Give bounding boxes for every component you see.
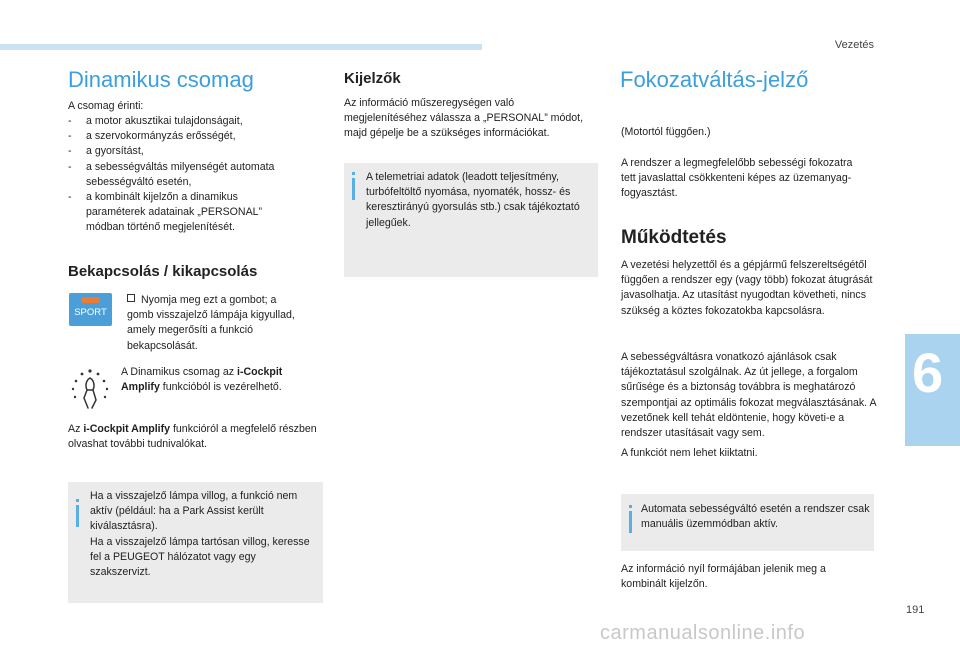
more-info-text: [68, 422, 318, 452]
subtitle-mukodtetes: Működtetés: [621, 227, 727, 248]
cockpit-text: [121, 365, 311, 395]
top-accent-bar: [0, 44, 482, 50]
watermark: carmanualsonline.info: [600, 622, 806, 644]
subtitle-bekapcsolas: Bekapcsolás / kikapcsolás: [68, 263, 258, 280]
col1-intro: A csomag érinti:: [68, 100, 144, 112]
cockpit-text-post: funkcióból is vezérelhető.: [159, 381, 282, 394]
checkbox-bullet-icon: [127, 294, 135, 302]
col3-intro: A rendszer a legmegfelelőbb sebességi fokozatra tett javaslattal csökkenteni képes az üzemanyag-fogyasztást.: [621, 157, 853, 200]
info-text: Ha a visszajelző lámpa villog, a funkció nem aktív (például: ha a Park Assist került kiválasztásra).: [90, 490, 298, 533]
more-info-bold: i-Cockpit Amplify: [83, 423, 171, 435]
affected-list: [68, 114, 290, 236]
info-icon: [76, 505, 79, 527]
info-box-automatic: [621, 494, 874, 551]
col3-note: (Motortól függően.): [621, 126, 711, 138]
title-kijelzok: Kijelzők: [344, 70, 401, 87]
indicator-lamp-icon: [81, 297, 100, 303]
list-item: - a sebességváltás milyenségét automata sebességváltó esetén,: [68, 160, 290, 190]
sport-button-label: SPORT: [74, 307, 107, 318]
list-item: - a motor akusztikai tulajdonságait,: [68, 114, 290, 129]
info-text: A telemetriai adatok (leadott teljesítmény, turbófeltöltő nyomása, nyomaték, hossz- és keresztirányú gyorsulás stb.) csak tájékoztató jellegűek.: [366, 171, 580, 229]
more-info-post: funkcióról a megfelelő részben olvashat további tudnivalókat.: [68, 423, 317, 451]
list-item: - a gyorsítást,: [68, 144, 290, 159]
list-item: - a kombinált kijelzőn a dinamikus paraméterek adatainak „PERSONAL” módban történő megjelenítését.: [68, 190, 290, 236]
body-paragraph: A vezetési helyzettől és a gépjármű felszereltségétől függően a rendszer egy (vagy több) fokozat átugrását javasolhatja. Az utasítást nyugodtan követheti, nincs szükség a köztes fokozatokba kapcsolásra.: [621, 259, 873, 317]
info-icon: [629, 511, 632, 533]
kijelzok-text: Az információ műszeregységen való megjelenítéséhez válassza a „PERSONAL” módot, majd gépelje be a szükséges információkat.: [344, 97, 584, 140]
more-info-pre: Az: [68, 423, 84, 435]
info-icon: [352, 178, 355, 200]
info-text: Ha a visszajelző lámpa tartósan villog, keresse fel a PEUGEOT hálózatot vagy egy szakszervizt.: [90, 536, 310, 579]
title-dinamikus-csomag: Dinamikus csomag: [68, 67, 254, 92]
section-title: Vezetés: [834, 39, 874, 51]
page-number: 191: [906, 604, 925, 616]
body-paragraph: A sebességváltásra vonatkozó ajánlások csak tájékoztatásul szolgálnak. Az út jellege, a forgalom sűrűsége és a biztonság továbbra is meghatározó szempontjai az optimális fokozat megválasztásának. A vezetőnek kell tehát eldöntenie, hogy követi-e a rendszer utasításait vagy sem.: [621, 351, 876, 440]
press-instruction-text: Nyomja meg ezt a gombot; a gomb visszajelző lámpája kigyullad, amely megerősíti a funkció bekapcsolását.: [127, 294, 295, 352]
press-instruction: [127, 293, 297, 354]
cockpit-text-bold: i-Cockpit Amplify: [121, 366, 283, 394]
cockpit-text-pre: A Dinamikus csomag az: [121, 366, 237, 378]
title-fokozatvaltas-jelzo: Fokozatváltás-jelző: [620, 67, 809, 92]
info-box-lamp-blink: [68, 482, 323, 603]
i-cockpit-gesture-icon: [70, 368, 110, 412]
info-box-telemetry: [344, 163, 598, 277]
list-item: - a szervokormányzás erősségét,: [68, 129, 290, 144]
chapter-number: 6: [912, 341, 944, 404]
col3-footer: Az információ nyíl formájában jelenik meg a kombinált kijelzőn.: [621, 563, 826, 591]
info-text: Automata sebességváltó esetén a rendszer csak manuális üzemmódban aktív.: [641, 503, 870, 531]
sport-button[interactable]: [69, 293, 112, 326]
body-paragraph: A funkciót nem lehet kiiktatni.: [621, 447, 758, 459]
